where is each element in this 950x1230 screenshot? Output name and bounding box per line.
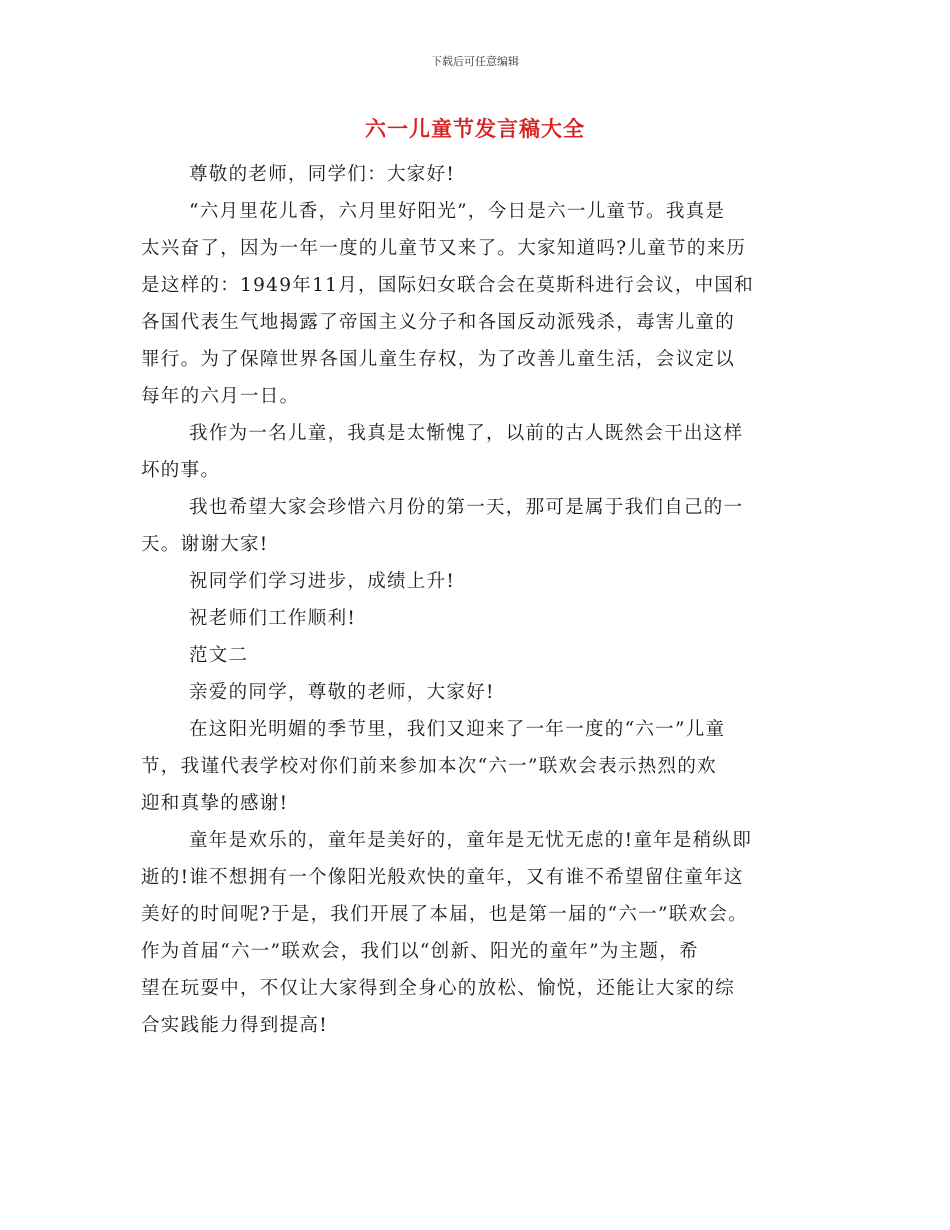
body-line: 美好的时间呢?于是，我们开展了本届，也是第一届的“六一”联欢会。	[141, 904, 748, 925]
document-body	[141, 156, 811, 1044]
body-line: 各国代表生气地揭露了帝国主义分子和各国反动派残杀，毒害儿童的	[141, 312, 736, 333]
body-line: 祝老师们工作顺利!	[189, 608, 357, 629]
body-line: 坏的事。	[141, 460, 221, 481]
body-line: 范文二	[189, 645, 249, 666]
body-line: 是这样的：1949年11月，国际妇女联合会在莫斯科进行会议，中国和	[141, 275, 755, 296]
body-line: 童年是欢乐的，童年是美好的，童年是无忧无虑的!童年是稍纵即	[189, 830, 753, 851]
body-line: 天。谢谢大家!	[141, 534, 269, 555]
body-line: 作为首届“六一”联欢会，我们以“创新、阳光的童年”为主题，希	[141, 941, 699, 962]
body-line: “六月里花儿香，六月里好阳光”，今日是六一儿童节。我真是	[189, 201, 726, 222]
page-header-note: 下载后可任意编辑	[431, 55, 519, 68]
body-line: 节，我谨代表学校对你们前来参加本次“六一”联欢会表示热烈的欢	[141, 756, 717, 777]
body-line: 我也希望大家会珍惜六月份的第一天，那可是属于我们自己的一	[189, 497, 744, 518]
body-line: 我作为一名儿童，我真是太惭愧了，以前的古人既然会干出这样	[189, 423, 744, 444]
body-line: 在这阳光明媚的季节里，我们又迎来了一年一度的“六一”儿童	[189, 719, 726, 740]
body-line: 亲爱的同学，尊敬的老师，大家好!	[189, 682, 495, 703]
body-line: 每年的六月一日。	[141, 386, 300, 407]
body-line: 祝同学们学习进步，成绩上升!	[189, 571, 456, 592]
body-line: 罪行。为了保障世界各国儿童生存权，为了改善儿童生活，会议定以	[141, 349, 736, 370]
document-title: 六一儿童节发言稿大全	[365, 117, 585, 141]
body-line: 合实践能力得到提高!	[141, 1015, 328, 1036]
body-line: 太兴奋了，因为一年一度的儿童节又来了。大家知道吗?儿童节的来历	[141, 238, 747, 259]
body-line: 望在玩耍中，不仅让大家得到全身心的放松、愉悦，还能让大家的综	[141, 978, 736, 999]
body-line: 逝的!谁不想拥有一个像阳光般欢快的童年，又有谁不希望留住童年这	[141, 867, 744, 888]
body-line: 尊敬的老师，同学们：大家好!	[189, 164, 456, 185]
body-line: 迎和真挚的感谢!	[141, 793, 289, 814]
